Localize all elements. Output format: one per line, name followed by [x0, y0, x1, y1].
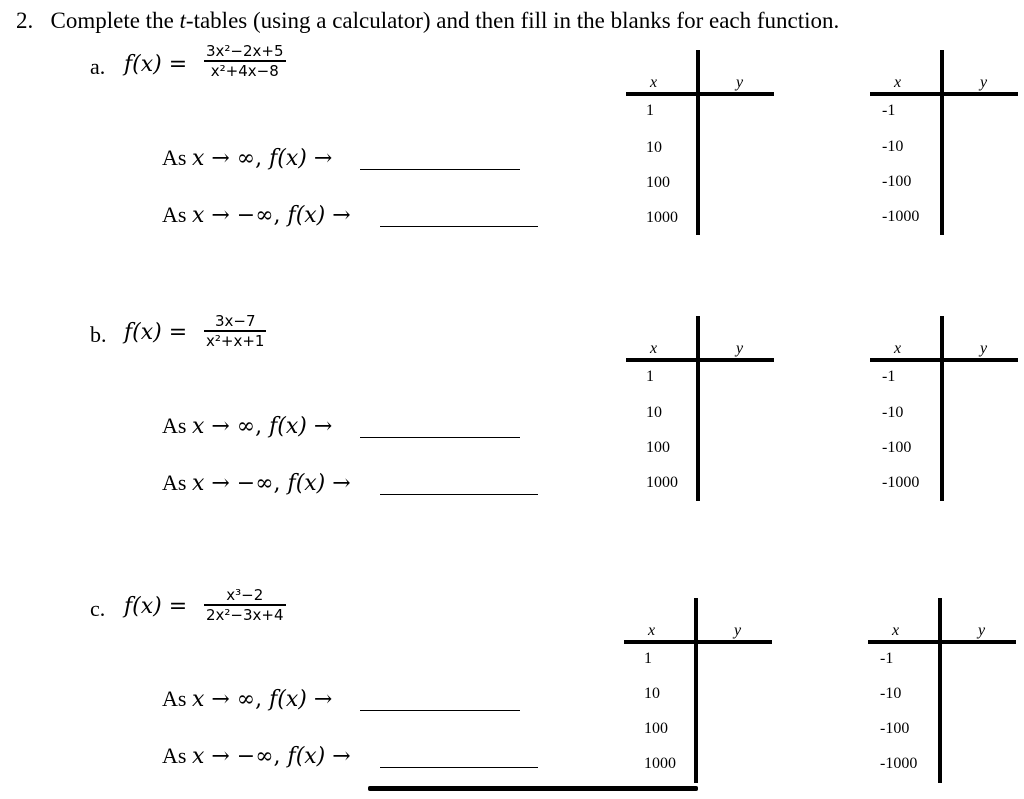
table-cell: 10: [646, 139, 662, 156]
problem-c-table-pos: [624, 598, 774, 788]
limit-arrow: →: [306, 146, 333, 171]
table-cell: -1000: [880, 755, 918, 772]
table-header-y: y: [980, 74, 988, 91]
table-cell: -1: [882, 102, 896, 119]
problem-a-fraction: [204, 42, 286, 80]
limit-as: As: [162, 686, 192, 711]
table-cell: -100: [882, 173, 912, 190]
limit-f: f(x): [269, 414, 307, 439]
problem-b-limit-pos: [162, 413, 332, 439]
table-header-y: y: [736, 74, 744, 91]
heading-t: t: [179, 8, 186, 33]
limit-as: As: [162, 202, 192, 227]
limit-f: f(x): [287, 471, 326, 496]
table-cell: 1: [646, 102, 654, 119]
table-vline: [696, 316, 700, 501]
heading-post: -tables (using a calculator) and then fill in the blanks for each function.: [185, 8, 840, 33]
question-number: 2.: [16, 8, 34, 33]
limit-x: x: [191, 687, 205, 712]
table-cell: 10: [646, 404, 662, 421]
limit-as: As: [162, 413, 192, 438]
problem-a-numerator: 3x²−2x+5: [206, 42, 284, 60]
problem-b-blank-pos[interactable]: [360, 437, 520, 438]
limit-arrow: →: [325, 471, 351, 496]
table-cell: -1: [882, 368, 896, 385]
limit-arrow: →: [306, 687, 333, 712]
table-cell: 1000: [646, 474, 678, 491]
problem-a-limit-neg: [162, 202, 351, 228]
table-cell: 1000: [646, 209, 678, 226]
limit-x: x: [191, 414, 205, 439]
limit-x: x: [191, 744, 205, 769]
table-cell: -1000: [882, 208, 920, 225]
problem-a-denominator: x²+4x−8: [210, 61, 279, 80]
limit-x: x: [191, 203, 205, 228]
question-heading: [16, 8, 839, 34]
problem-a-table-neg: [870, 50, 1020, 240]
problem-c-limit-pos: [162, 686, 332, 712]
problem-c-denominator: 2x²−3x+4: [206, 605, 284, 624]
limit-f: f(x): [287, 203, 326, 228]
table-header-x: x: [894, 74, 902, 91]
problem-b-fraction: [204, 312, 266, 350]
table-cell: -10: [882, 138, 904, 155]
problem-c-table-neg: [868, 598, 1018, 788]
limit-as: As: [162, 145, 192, 170]
table-cell: 1: [644, 650, 652, 667]
problem-c-label: c.: [90, 596, 106, 621]
problem-b-numerator: 3x−7: [214, 312, 256, 330]
limit-arrow: →: [325, 744, 351, 769]
table-cell: 1000: [644, 755, 676, 772]
table-hline: [626, 92, 774, 96]
limit-arrow: →: [306, 414, 333, 439]
problem-b-table-pos: [626, 316, 776, 506]
limit-as: As: [162, 470, 192, 495]
limit-arrow-inf: → −∞,: [204, 203, 288, 228]
table-vline: [940, 50, 944, 235]
problem-b-table-neg: [870, 316, 1020, 506]
limit-arrow-inf: → ∞,: [204, 687, 270, 712]
table-cell: 100: [644, 720, 668, 737]
table-cell: 1: [646, 368, 654, 385]
table-cell: 10: [644, 685, 660, 702]
problem-a-fname: f(x) =: [124, 52, 188, 77]
problem-a-limit-pos: [162, 145, 332, 171]
heading-pre: Complete the: [50, 8, 180, 33]
table-header-x: x: [894, 340, 902, 357]
table-hline: [870, 92, 1018, 96]
problem-a-blank-neg[interactable]: [380, 226, 538, 227]
table-header-x: x: [892, 622, 900, 639]
table-vline: [694, 598, 698, 783]
table-header-y: y: [978, 622, 986, 639]
limit-arrow-inf: → −∞,: [204, 471, 288, 496]
table-vline: [938, 598, 942, 783]
table-header-x: x: [648, 622, 656, 639]
problem-c-numerator: x³−2: [226, 586, 264, 604]
problem-a-label: a.: [90, 54, 106, 79]
page-edge-divider: [368, 786, 698, 791]
table-vline: [696, 50, 700, 235]
table-header-y: y: [734, 622, 742, 639]
limit-x: x: [191, 146, 205, 171]
problem-c-blank-neg[interactable]: [380, 767, 538, 768]
table-hline: [868, 640, 1016, 644]
table-header-y: y: [980, 340, 988, 357]
limit-arrow-inf: → ∞,: [204, 146, 270, 171]
problem-b-label: b.: [90, 322, 107, 347]
problem-a-blank-pos[interactable]: [360, 169, 520, 170]
table-cell: 100: [646, 174, 670, 191]
limit-arrow: →: [325, 203, 351, 228]
limit-f: f(x): [269, 687, 307, 712]
table-header-x: x: [650, 340, 658, 357]
problem-c-fraction: [204, 586, 286, 624]
table-cell: -1: [880, 650, 894, 667]
limit-as: As: [162, 743, 192, 768]
table-cell: -10: [882, 404, 904, 421]
table-vline: [940, 316, 944, 501]
problem-a-table-pos: [626, 50, 776, 240]
table-header-x: x: [650, 74, 658, 91]
table-header-y: y: [736, 340, 744, 357]
limit-arrow-inf: → ∞,: [204, 414, 270, 439]
table-hline: [870, 358, 1018, 362]
table-cell: 100: [646, 439, 670, 456]
table-cell: -100: [882, 439, 912, 456]
problem-c-fname: f(x) =: [124, 594, 188, 619]
problem-b-denominator: x²+x+1: [206, 331, 265, 350]
limit-x: x: [191, 471, 205, 496]
problem-c-blank-pos[interactable]: [360, 710, 520, 711]
problem-c-limit-neg: [162, 743, 351, 769]
table-hline: [626, 358, 774, 362]
table-cell: -10: [880, 685, 902, 702]
table-cell: -100: [880, 720, 910, 737]
table-cell: -1000: [882, 474, 920, 491]
problem-b-fname: f(x) =: [124, 320, 188, 345]
table-hline: [624, 640, 772, 644]
limit-arrow-inf: → −∞,: [204, 744, 288, 769]
limit-f: f(x): [287, 744, 326, 769]
limit-f: f(x): [269, 146, 307, 171]
problem-b-limit-neg: [162, 470, 351, 496]
problem-b-blank-neg[interactable]: [380, 494, 538, 495]
